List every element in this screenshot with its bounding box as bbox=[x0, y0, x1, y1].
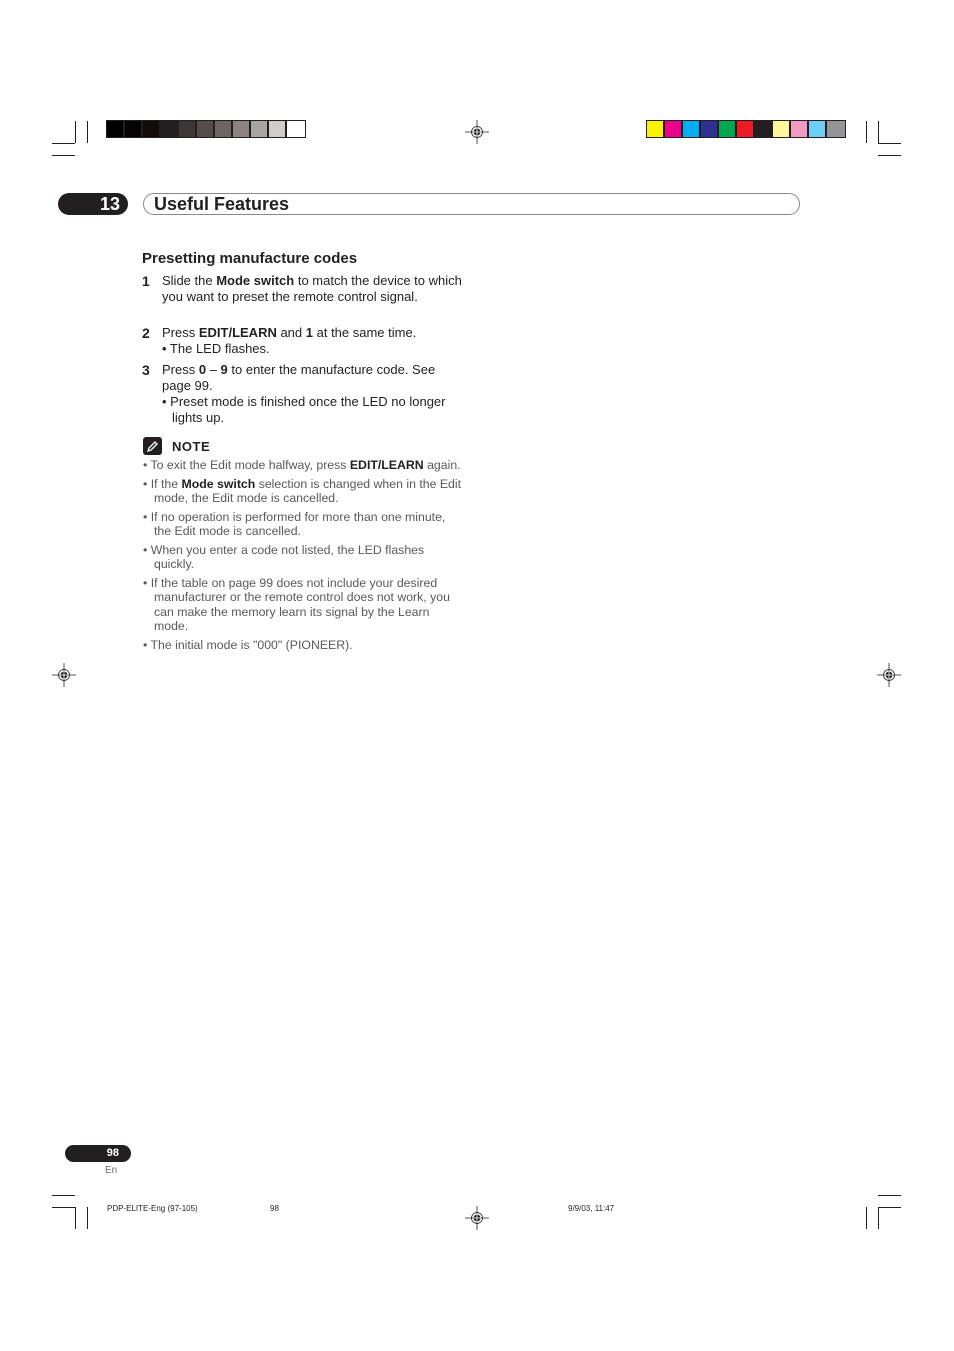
step-number: 1 bbox=[142, 273, 150, 289]
color-swatch bbox=[233, 121, 251, 137]
pencil-icon bbox=[143, 437, 162, 455]
color-swatch bbox=[791, 121, 809, 137]
crop-mark bbox=[866, 121, 867, 143]
color-swatch bbox=[125, 121, 143, 137]
crop-mark bbox=[87, 1207, 88, 1229]
crop-mark bbox=[878, 1207, 901, 1208]
step-number: 2 bbox=[142, 325, 150, 341]
registration-mark-icon bbox=[465, 1206, 489, 1230]
step-3 bbox=[142, 362, 472, 426]
note-header bbox=[143, 437, 210, 455]
step-sub-bullet: • Preset mode is finished once the LED no longer lights up. bbox=[162, 394, 446, 425]
registration-mark-icon bbox=[52, 663, 76, 687]
crop-mark bbox=[878, 1207, 879, 1229]
note-item: • The initial mode is "000" (PIONEER). bbox=[143, 637, 353, 652]
page-number: 98 bbox=[106, 1147, 119, 1159]
page-language: En bbox=[105, 1165, 118, 1176]
chapter-number-badge bbox=[58, 193, 128, 215]
note-item: • If the table on page 99 does not include your desired manufacturer or the remote control does not work, you can make the memory learn its signal by the Learn mode. bbox=[143, 575, 450, 633]
chapter-number: 13 bbox=[99, 194, 120, 214]
registration-mark-icon bbox=[465, 120, 489, 144]
crop-mark bbox=[866, 1207, 867, 1229]
crop-mark bbox=[75, 121, 76, 143]
footer-file-name: PDP-ELITE-Eng (97-105) bbox=[107, 1204, 198, 1213]
color-swatch bbox=[755, 121, 773, 137]
step-number: 3 bbox=[142, 362, 150, 378]
color-swatch bbox=[665, 121, 683, 137]
crop-mark bbox=[87, 121, 88, 143]
color-swatch bbox=[143, 121, 161, 137]
note-item: • When you enter a code not listed, the LED flashes quickly. bbox=[143, 542, 425, 571]
color-swatch bbox=[647, 121, 665, 137]
process-color-bar bbox=[646, 120, 846, 138]
footer-page: 98 bbox=[270, 1204, 279, 1213]
crop-mark bbox=[878, 143, 901, 144]
step-text: Press 0 – 9 to enter the manufacture code. See page 99. bbox=[162, 362, 436, 393]
crop-mark bbox=[878, 121, 879, 143]
color-swatch bbox=[701, 121, 719, 137]
footer-datetime: 9/9/03, 11:47 bbox=[568, 1204, 615, 1213]
registration-mark-icon bbox=[877, 663, 901, 687]
step-1 bbox=[142, 273, 472, 305]
color-swatch bbox=[683, 121, 701, 137]
note-item: • To exit the Edit mode halfway, press EDIT/LEARN again. bbox=[143, 458, 461, 472]
note-label: NOTE bbox=[172, 438, 211, 454]
note-list bbox=[143, 458, 463, 656]
color-swatch bbox=[287, 121, 305, 137]
chapter-title: Useful Features bbox=[154, 194, 290, 214]
color-swatch bbox=[179, 121, 197, 137]
grayscale-color-bar bbox=[106, 120, 306, 138]
chapter-title-bar bbox=[143, 193, 800, 215]
page-number-badge bbox=[65, 1145, 131, 1162]
color-swatch bbox=[719, 121, 737, 137]
color-swatch bbox=[251, 121, 269, 137]
color-swatch bbox=[737, 121, 755, 137]
crop-mark bbox=[52, 155, 75, 156]
note-item: • If no operation is performed for more than one minute, the Edit mode is cancelled. bbox=[143, 509, 446, 538]
crop-mark bbox=[75, 1207, 76, 1229]
color-swatch bbox=[269, 121, 287, 137]
color-swatch bbox=[809, 121, 827, 137]
section-heading: Presetting manufacture codes bbox=[142, 250, 358, 267]
color-swatch bbox=[773, 121, 791, 137]
step-2 bbox=[142, 325, 472, 357]
crop-mark bbox=[52, 1195, 75, 1196]
step-sub-bullet: • The LED flashes. bbox=[162, 341, 270, 356]
crop-mark bbox=[878, 155, 901, 156]
crop-mark bbox=[878, 1195, 901, 1196]
crop-mark bbox=[52, 1207, 75, 1208]
color-swatch bbox=[161, 121, 179, 137]
color-swatch bbox=[215, 121, 233, 137]
color-swatch bbox=[107, 121, 125, 137]
color-swatch bbox=[827, 121, 845, 137]
step-text: Slide the Mode switch to match the device to which you want to preset the remote control signal. bbox=[162, 273, 462, 304]
color-swatch bbox=[197, 121, 215, 137]
note-item: • If the Mode switch selection is changed when in the Edit mode, the Edit mode is cancelled. bbox=[143, 476, 462, 505]
step-text: Press EDIT/LEARN and 1 at the same time. bbox=[162, 325, 417, 340]
crop-mark bbox=[52, 143, 75, 144]
